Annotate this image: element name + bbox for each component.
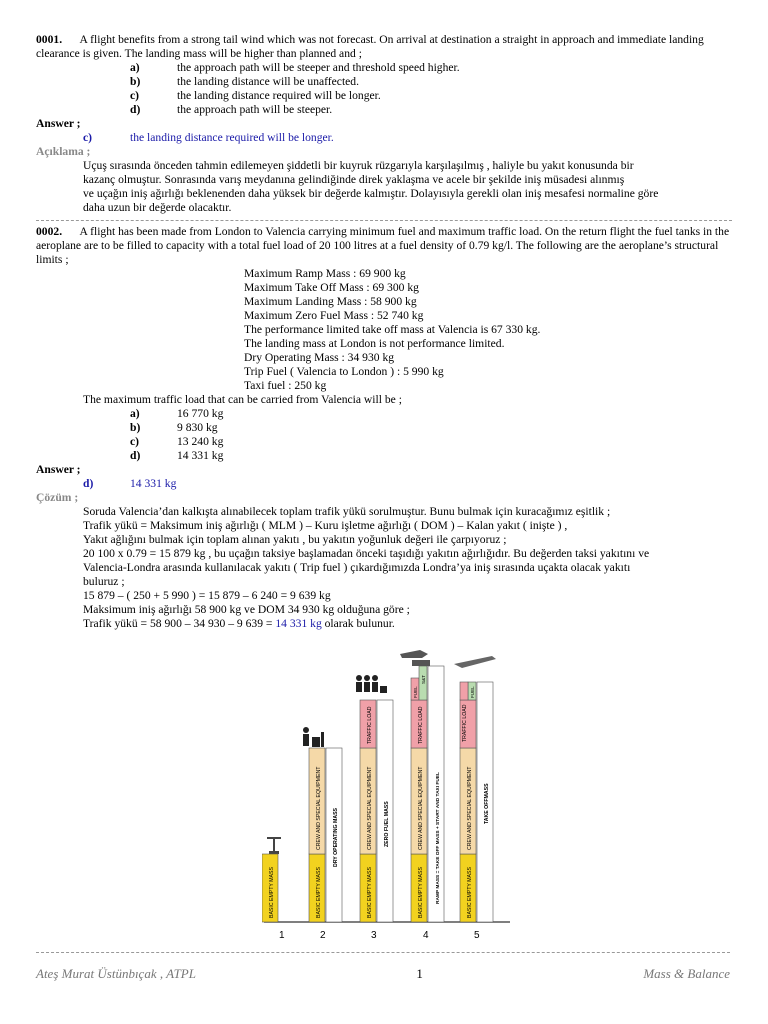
question-1 <box>36 33 732 61</box>
svg-text:CREW AND SPECIAL EQUIPMENT: CREW AND SPECIAL EQUIPMENT <box>418 766 424 850</box>
answer-letter: d) <box>83 477 94 490</box>
option: a) 16 770 kg <box>130 407 224 420</box>
svg-text:S&T: S&T <box>421 675 426 684</box>
column-number: 4 <box>423 930 429 941</box>
answer-label: Answer ; <box>36 463 81 476</box>
option: b) the landing distance will be unaffected. <box>130 75 360 88</box>
svg-text:FUEL: FUEL <box>470 686 475 698</box>
option: c) 13 240 kg <box>130 435 224 448</box>
svg-text:BASIC EMPTY MASS: BASIC EMPTY MASS <box>367 867 373 918</box>
explanation-label: Açıklama ; <box>36 145 91 158</box>
option: d) 14 331 kg <box>130 449 224 462</box>
option: c) the landing distance required will be longer. <box>130 89 381 102</box>
question-1-options <box>36 61 732 117</box>
column-4 <box>411 666 444 922</box>
footer-divider <box>36 952 730 953</box>
answer <box>36 131 732 145</box>
svg-text:BASIC EMPTY MASS: BASIC EMPTY MASS <box>418 867 424 918</box>
svg-text:CREW AND SPECIAL EQUIPMENT: CREW AND SPECIAL EQUIPMENT <box>316 766 322 850</box>
answer-text: the landing distance required will be longer. <box>130 131 334 144</box>
footer <box>36 966 730 982</box>
explanation: Uçuş sırasında önceden tahmin edilemeyen şiddetli bir kuyruk rüzgarıyla karşılaşılmış , haliyle bu yakıt konusunda bir kazanç olmuştur. Sonrasında varış meydanına gelindiğinde direk yaklaşma ve acele bir şekilde iniş müsadesi alınmış ve uçağın iniş ağırlığı beklenenden daha yüksek bir değerde kalmıştır. Dolayısıyla gerekli olan iniş mesafesi normaline göre daha uzun bir değerde olacaktır. <box>83 159 659 214</box>
footer-subject: Mass & Balance <box>643 966 730 981</box>
svg-text:TRAFFIC LOAD: TRAFFIC LOAD <box>462 704 468 742</box>
question-prompt: The maximum traffic load that can be carried from Valencia will be ; <box>83 393 402 406</box>
column-number: 3 <box>371 930 377 941</box>
question-number: 0001. <box>36 33 63 46</box>
final-result: Trafik yükü = 58 900 – 34 930 – 9 639 = 14 331 kg olarak bulunur. <box>83 617 395 630</box>
svg-text:BASIC EMPTY MASS: BASIC EMPTY MASS <box>269 867 275 918</box>
column-5 <box>460 682 493 922</box>
svg-text:TRAFFIC LOAD: TRAFFIC LOAD <box>418 706 424 744</box>
column-number: 2 <box>320 930 326 941</box>
page-number: 1 <box>416 966 423 981</box>
answer-label: Answer ; <box>36 117 81 130</box>
question-2 <box>36 225 732 267</box>
column-number: 5 <box>474 930 480 941</box>
passengers-icon <box>356 675 387 693</box>
final-value: 14 331 kg <box>275 617 322 630</box>
fuel-truck-icon <box>400 650 430 666</box>
column-1 <box>262 854 278 922</box>
answer-letter: c) <box>83 131 93 144</box>
question-2-options <box>36 407 732 463</box>
solution-label: Çözüm ; <box>36 491 79 504</box>
option: a) the approach path will be steeper and threshold speed higher. <box>130 61 460 74</box>
question-text: A flight has been made from London to Valencia carrying minimum fuel and maximum traffic load. On the return flight the fuel tanks in the aeroplane are to be filled to capacity with a total fuel load of 20 100 litres at a fuel density of 0.79 kg/l. The following are the aeroplane’s structural limits ; <box>36 225 730 266</box>
divider <box>36 220 732 221</box>
column-number: 1 <box>279 930 285 941</box>
svg-text:DRY OPERATING MASS: DRY OPERATING MASS <box>333 808 339 867</box>
column-3 <box>360 700 393 922</box>
answer-text: 14 331 kg <box>130 477 177 490</box>
mass-breakdown-figure <box>262 642 514 942</box>
svg-text:ZERO FUEL MASS: ZERO FUEL MASS <box>384 801 390 847</box>
scale-icon <box>267 837 281 854</box>
option: b) 9 830 kg <box>130 421 218 434</box>
svg-text:BASIC EMPTY MASS: BASIC EMPTY MASS <box>316 867 322 918</box>
question-text: A flight benefits from a strong tail wind which was not forecast. On arrival at destination a straight in approach and immediate landing clearance is given. The landing mass will be higher than planned and ; <box>36 33 704 60</box>
svg-text:TAKE OFFMASS: TAKE OFFMASS <box>484 783 490 824</box>
svg-text:BASIC EMPTY MASS: BASIC EMPTY MASS <box>467 867 473 918</box>
svg-text:CREW AND SPECIAL EQUIPMENT: CREW AND SPECIAL EQUIPMENT <box>367 766 373 850</box>
airplane-icon <box>454 656 496 668</box>
svg-text:FUEL: FUEL <box>413 686 418 698</box>
column-2 <box>309 748 342 922</box>
structural-limits: Maximum Ramp Mass : 69 900 kg Maximum Take Off Mass : 69 300 kg Maximum Landing Mass : 58 900 kg Maximum Zero Fuel Mass : 52 740 kg The performance limited take off mass at Valencia is 67 330 kg. The landing mass at London is not performance limited. Dry Operating Mass : 34 930 kg Trip Fuel ( Valencia to London ) : 5 990 kg Taxi fuel : 250 kg <box>244 267 541 392</box>
svg-text:CREW AND SPECIAL EQUIPMENT: CREW AND SPECIAL EQUIPMENT <box>467 766 473 850</box>
solution: Soruda Valencia’dan kalkışta alınabilecek toplam trafik yükü sorulmuştur. Bunu bulmak için kuracağımız eşitlik ; Trafik yükü = Maksimum iniş ağırlığı ( MLM ) – Kuru işletme ağırlığı ( DOM ) – Kalan yakıt ( inişte ) , Yakıt ağlığını bulmak için toplam alınan yakıtı , bu yakıtın yoğunluk değeri ile çarpıyoruz ; 20 100 x 0.79 = 15 879 kg , bu uçağın taksiye başlamadan önceki taşıdığı yakıtın ağırlığıdır. Bu değerden taksi yakıtını ve Valencia-Londra arasında kullanılacak yakıtı ( Trip fuel ) çıkardığımızda Londra’ya iniş sırasında uçakta olacak yakıtı buluruz ; 15 879 – ( 250 + 5 990 ) = 15 879 – 6 240 = 9 639 kg Maksimum iniş ağırlığı 58 900 kg ve DOM 34 930 kg olduğuna göre ; Trafik yükü = 58 900 – 34 930 – 9 639 = 14 331 kg olarak bulunur. <box>36 505 732 631</box>
svg-text:RAMP MASS = TAKE OFF MASS + ST: RAMP MASS = TAKE OFF MASS + START AND TAXI FUEL <box>436 772 441 904</box>
footer-author: Ateş Murat Üstünbıçak , ATPL <box>36 966 196 981</box>
option: d) the approach path will be steeper. <box>130 103 333 116</box>
svg-text:TRAFFIC LOAD: TRAFFIC LOAD <box>367 706 373 744</box>
page-content <box>36 33 732 631</box>
equipment-icon <box>303 727 324 747</box>
answer <box>36 477 732 491</box>
question-number: 0002. <box>36 225 63 238</box>
